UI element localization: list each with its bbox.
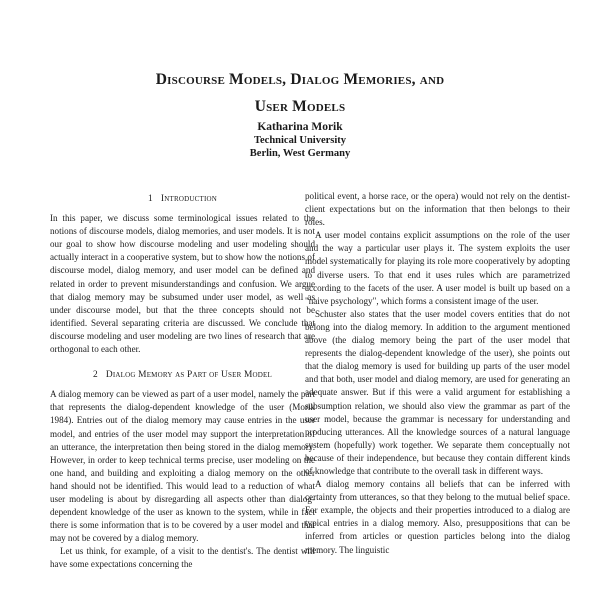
section-title: Dialog Memory as Part of User Model [105, 370, 273, 381]
section-heading-introduction [50, 193, 315, 206]
section-number: 2 [92, 370, 98, 381]
right-column [305, 190, 570, 557]
paragraph: Schuster also states that the user model covers entities that do not belong into the dialog memory. In addition to the argument mentioned above (the dialog memory being the part of the user model that represents the dialog-dependent knowledge of the user), she points out that the dialog memory is used for building up parts of the user model and that both, user model and dialog memory, are used for generating an adequate answer. But if this were a valid argument for establishing a subsumption relation, we should also view the grammar as part of the user model, because the grammar is necessary for understanding and producing utterances. All the knowledge sources of a natural language system (hopefully) work together. We separate them conceptually not because of their independence, but because they contain different kinds of knowledge that contribute to the overall task in different ways. [305, 308, 570, 476]
paragraph: In this paper, we discuss some terminological issues related to the notions of discourse models, dialog memories, and user models. It is not our goal to show how discourse modeling and user modeling should actually interact in a cooperative system, but to show how the notions of discourse model, dialog memory, and user model can be defined and related in order to prevent misunderstandings and confusion. We argue that dialog memory may be subsumed under user model, as well as under discourse model, but that the three concepts should not be identified. Several separating criteria are discussed. We conclude that discourse modeling and user modeling are two lines of research that are orthogonal to each other. [50, 213, 315, 355]
paragraph: Let us think, for example, of a visit to the dentist's. The dentist will have some expectations concerning the [50, 546, 315, 570]
section-title: Introduction [160, 194, 217, 204]
paper-title-line-2: User Models [254, 98, 346, 115]
section-heading-dialog-memory [50, 369, 315, 382]
affiliation-line-1: Technical University [253, 135, 347, 146]
paper-title-line-1: Discourse Models, Dialog Memories, and [155, 71, 445, 88]
section-number: 1 [148, 194, 153, 204]
title-block [0, 66, 600, 120]
paragraph: political event, a horse race, or the opera) would not rely on the dentist-client expectations but on the information that then belongs to their roles. [305, 191, 570, 228]
paragraph: A dialog memory can be viewed as part of a user model, namely the part that represents the dialog-dependent knowledge of the user (Morik 1984). Entries out of the dialog memory may cause entries in the user model, and entries of the user model may support the interpretation of an utterance, the interpretation then being stored in the dialog memory. However, in order to keep technical terms precise, user modeling on the one hand, and building and exploiting a dialog memory on the other hand should not be identified. This would lead to a reduction of what user modeling is about by disregarding all aspects other than dialog-dependent knowledge of the user as known to the system, while in fact there is some information that is to be covered by a user model and that may not be covered by a dialog memory. [50, 389, 315, 544]
paragraph: A dialog memory contains all beliefs that can be inferred with certainty from utterances, so that they belong to the mutual belief space. For example, the objects and their properties introduced to a dialog are typical entries in a dialog memory. Also, presuppositions that can be inferred from articles or question particles belong into the dialog memory. The linguistic [305, 479, 570, 555]
affiliation-line-2: Berlin, West Germany [249, 148, 351, 159]
author-name: Katharina Morik [257, 121, 343, 133]
paragraph: A user model contains explicit assumptions on the role of the user and the way a particular user plays it. The system exploits the user model systematically for playing its role more cooperatively by adopting to diverse users. To that end it uses rules which are parametrized according to the facets of the user. A user model is built up based on a "naive psychology", which forms a consistent image of the user. [305, 230, 570, 306]
author-block [0, 120, 600, 160]
left-column [50, 193, 315, 572]
